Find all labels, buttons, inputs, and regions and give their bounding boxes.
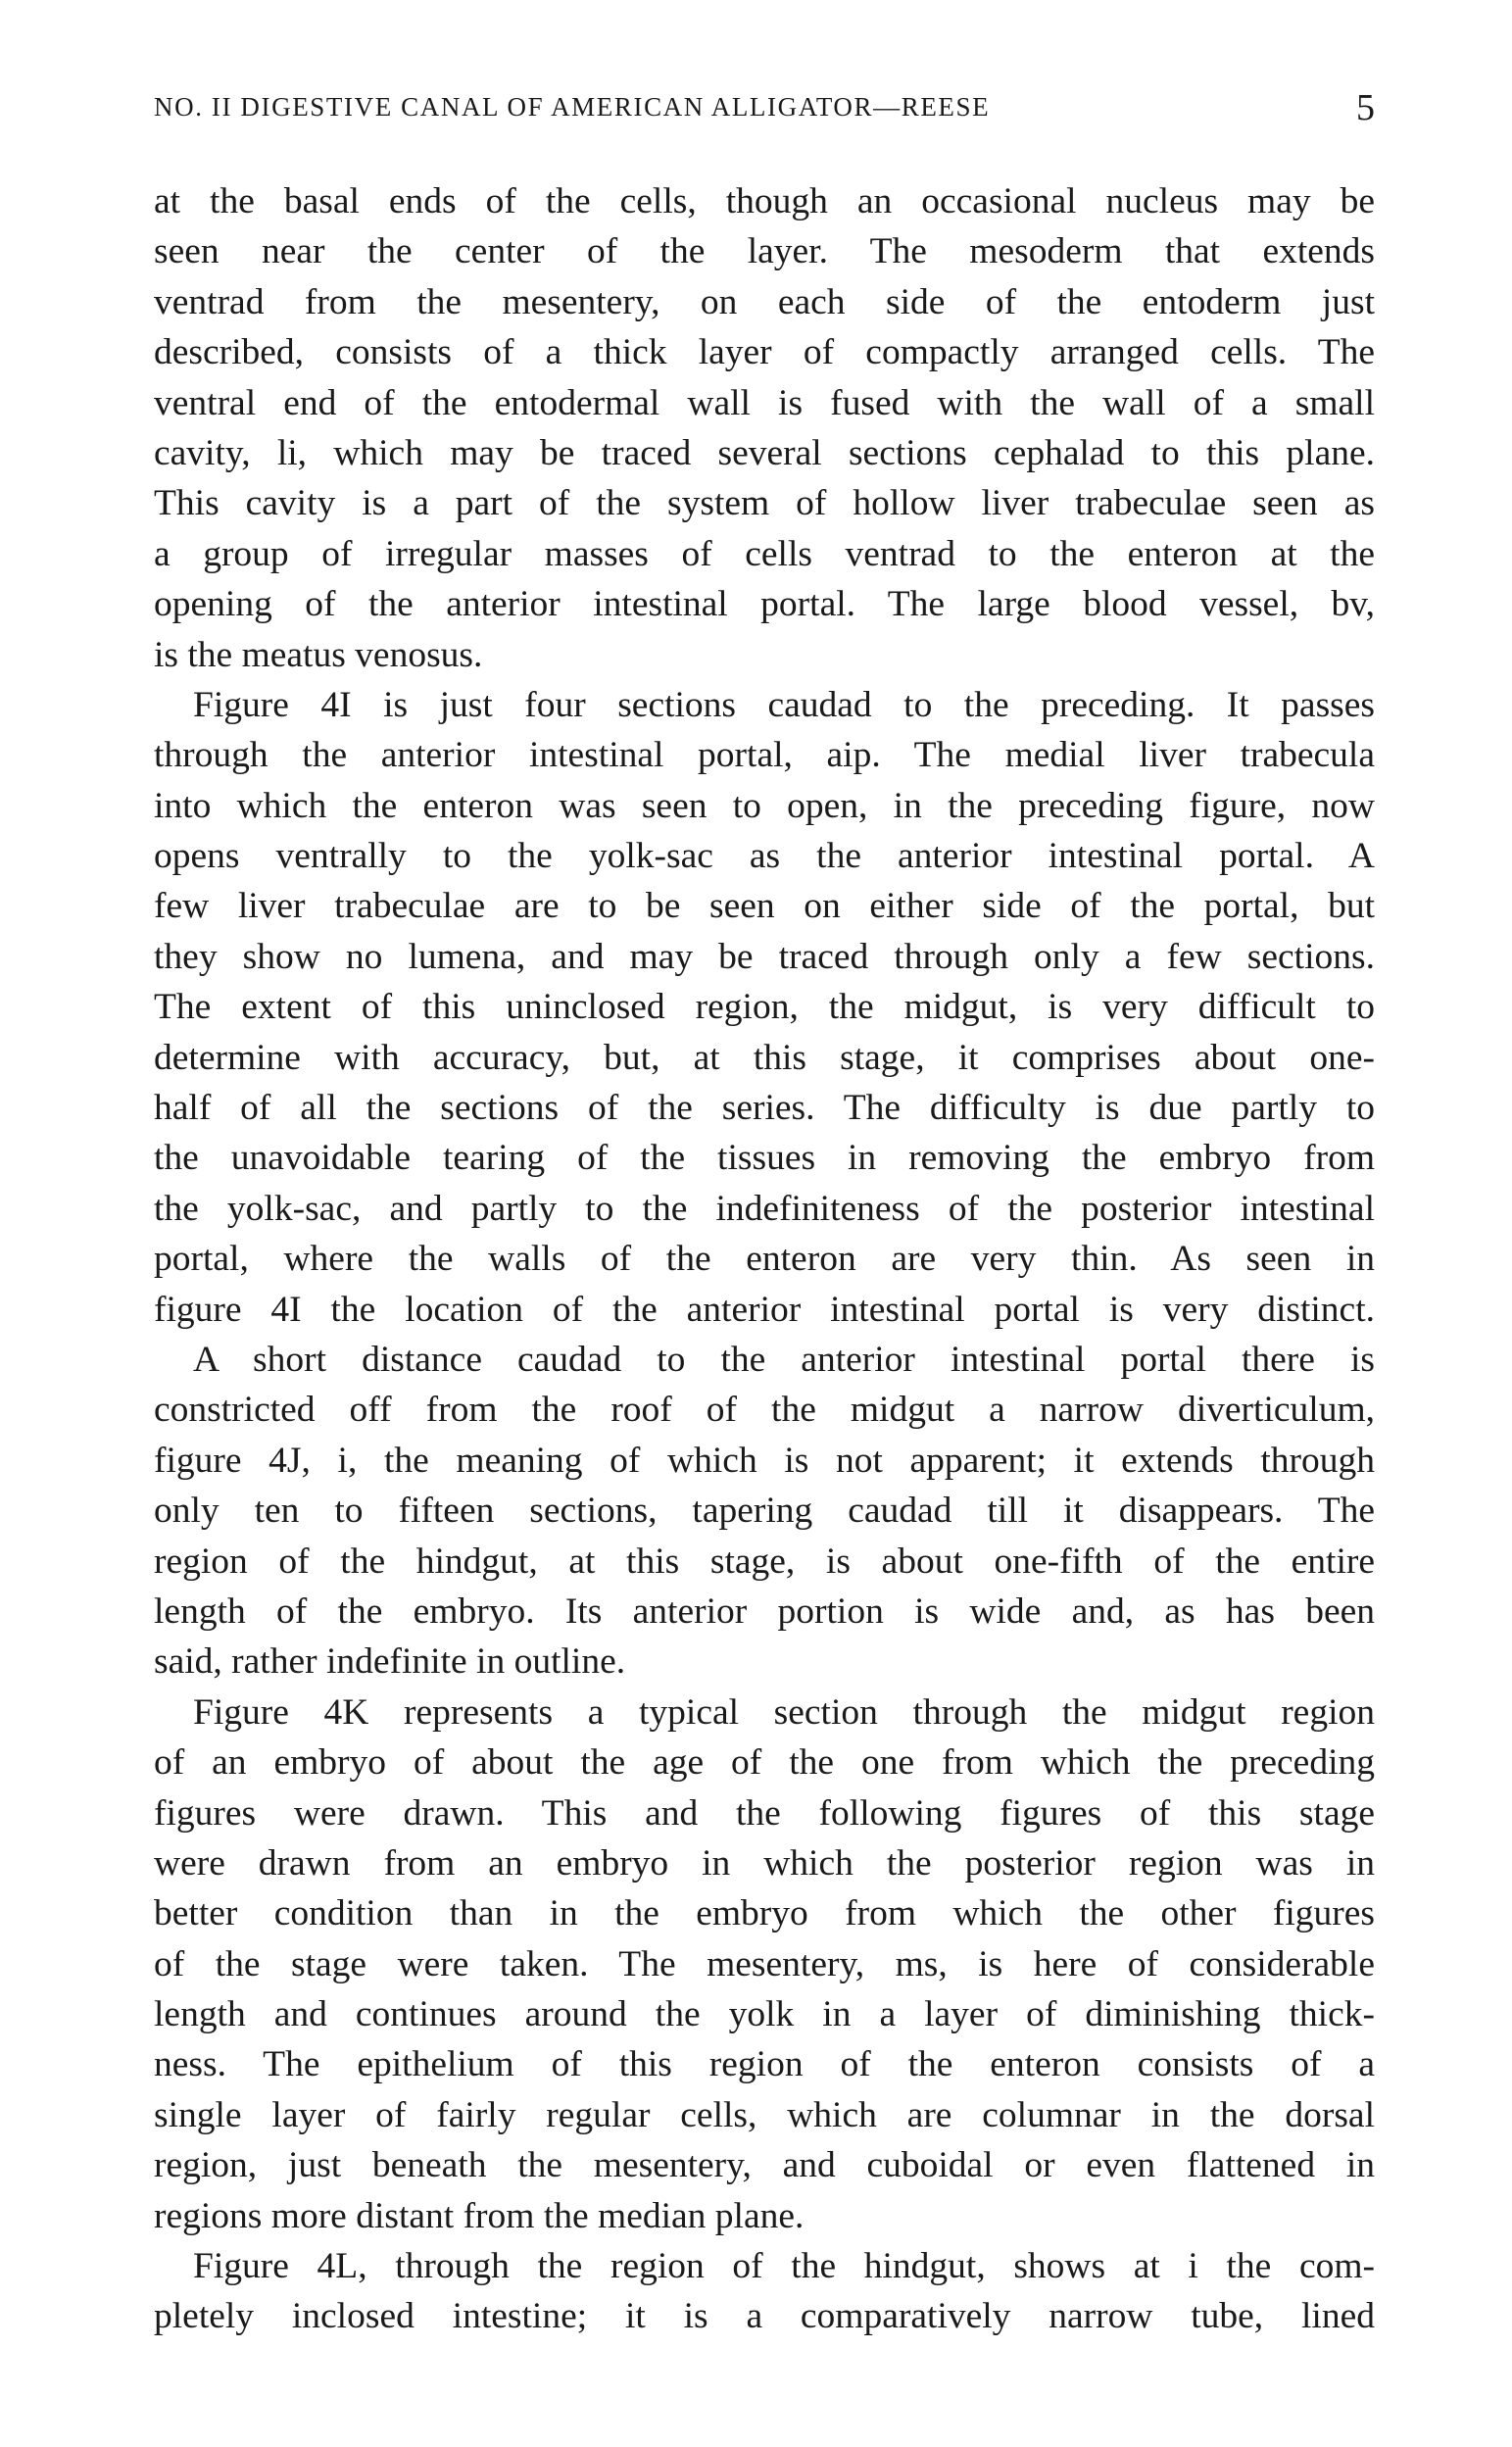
- text-line: figures were drawn. This and the following figures of this stage: [154, 1792, 1375, 1834]
- text-line: the unavoidable tearing of the tissues in removing the embryo from: [154, 1138, 1375, 1179]
- text-line: length of the embryo. Its anterior portion is wide and, as has been: [154, 1591, 1375, 1632]
- text-line: cavity, li, which may be traced several sections cephalad to this plane.: [154, 432, 1375, 473]
- text-line: ness. The epithelium of this region of the enteron consists of a: [154, 2044, 1375, 2085]
- text-line: length and continues around the yolk in a layer of diminishing thick-: [154, 1994, 1375, 2035]
- text-line: ventrad from the mesentery, on each side of the entoderm just: [154, 281, 1375, 322]
- page-number: 5: [1356, 87, 1375, 128]
- text-line: ventral end of the entodermal wall is fused with the wall of a small: [154, 382, 1375, 423]
- text-line: single layer of fairly regular cells, which are columnar in the dorsal: [154, 2094, 1375, 2135]
- text-line: they show no lumena, and may be traced through only a few sections.: [154, 936, 1375, 977]
- text-line: Figure 4I is just four sections caudad to the preceding. It passes: [193, 684, 1375, 725]
- text-line: regions more distant from the median plane.: [154, 2195, 805, 2236]
- text-line: figure 4I the location of the anterior intestinal portal is very distinct.: [154, 1289, 1375, 1330]
- text-line: the yolk-sac, and partly to the indefiniteness of the posterior intestinal: [154, 1188, 1375, 1229]
- text-line: region of the hindgut, at this stage, is about one-fifth of the entire: [154, 1541, 1375, 1582]
- text-line: pletely inclosed intestine; it is a comparatively narrow tube, lined: [154, 2296, 1375, 2337]
- text-line: said, rather indefinite in outline.: [154, 1641, 626, 1683]
- text-line: portal, where the walls of the enteron are very thin. As seen in: [154, 1239, 1375, 1280]
- text-line: half of all the sections of the series. The difficulty is due partly to: [154, 1088, 1375, 1129]
- text-line: seen near the center of the layer. The mesoderm that extends: [154, 231, 1375, 272]
- text-line: into which the enteron was seen to open, in the preceding figure, now: [154, 785, 1375, 826]
- text-line: of the stage were taken. The mesentery, ms, is here of considerable: [154, 1943, 1375, 1984]
- text-line: described, consists of a thick layer of compactly arranged cells. The: [154, 332, 1375, 373]
- text-line: opens ventrally to the yolk-sac as the anterior intestinal portal. A: [154, 836, 1375, 877]
- text-line: region, just beneath the mesentery, and cuboidal or even flattened in: [154, 2145, 1375, 2186]
- body-text: [154, 176, 1375, 2342]
- text-line: determine with accuracy, but, at this stage, it comprises about one-: [154, 1037, 1375, 1078]
- text-line: constricted off from the roof of the midgut a narrow diverticulum,: [154, 1390, 1375, 1431]
- running-header: [154, 86, 1375, 129]
- text-line: were drawn from an embryo in which the posterior region was in: [154, 1842, 1375, 1884]
- text-line: A short distance caudad to the anterior intestinal portal there is: [193, 1339, 1375, 1380]
- running-title: NO. II DIGESTIVE CANAL OF AMERICAN ALLIGATOR—REESE: [154, 92, 991, 122]
- text-line: figure 4J, i, the meaning of which is not apparent; it extends through: [154, 1440, 1375, 1481]
- text-line: Figure 4K represents a typical section through the midgut region: [193, 1691, 1375, 1733]
- text-line: better condition than in the embryo from which the other figures: [154, 1893, 1375, 1934]
- text-line: through the anterior intestinal portal, aip. The medial liver trabecula: [154, 735, 1375, 776]
- text-line: opening of the anterior intestinal portal. The large blood vessel, bv,: [154, 584, 1375, 625]
- text-line: a group of irregular masses of cells ventrad to the enteron at the: [154, 533, 1375, 574]
- text-line: This cavity is a part of the system of hollow liver trabeculae seen as: [154, 483, 1375, 524]
- text-line: few liver trabeculae are to be seen on either side of the portal, but: [154, 886, 1375, 927]
- text-line: at the basal ends of the cells, though an occasional nucleus may be: [154, 181, 1375, 221]
- text-line: Figure 4L, through the region of the hindgut, shows at i the com-: [193, 2246, 1375, 2287]
- text-line: The extent of this uninclosed region, the midgut, is very difficult to: [154, 987, 1375, 1028]
- text-line: of an embryo of about the age of the one from which the preceding: [154, 1742, 1375, 1784]
- text-line: only ten to fifteen sections, tapering caudad till it disappears. The: [154, 1491, 1375, 1532]
- text-line: is the meatus venosus.: [154, 634, 483, 675]
